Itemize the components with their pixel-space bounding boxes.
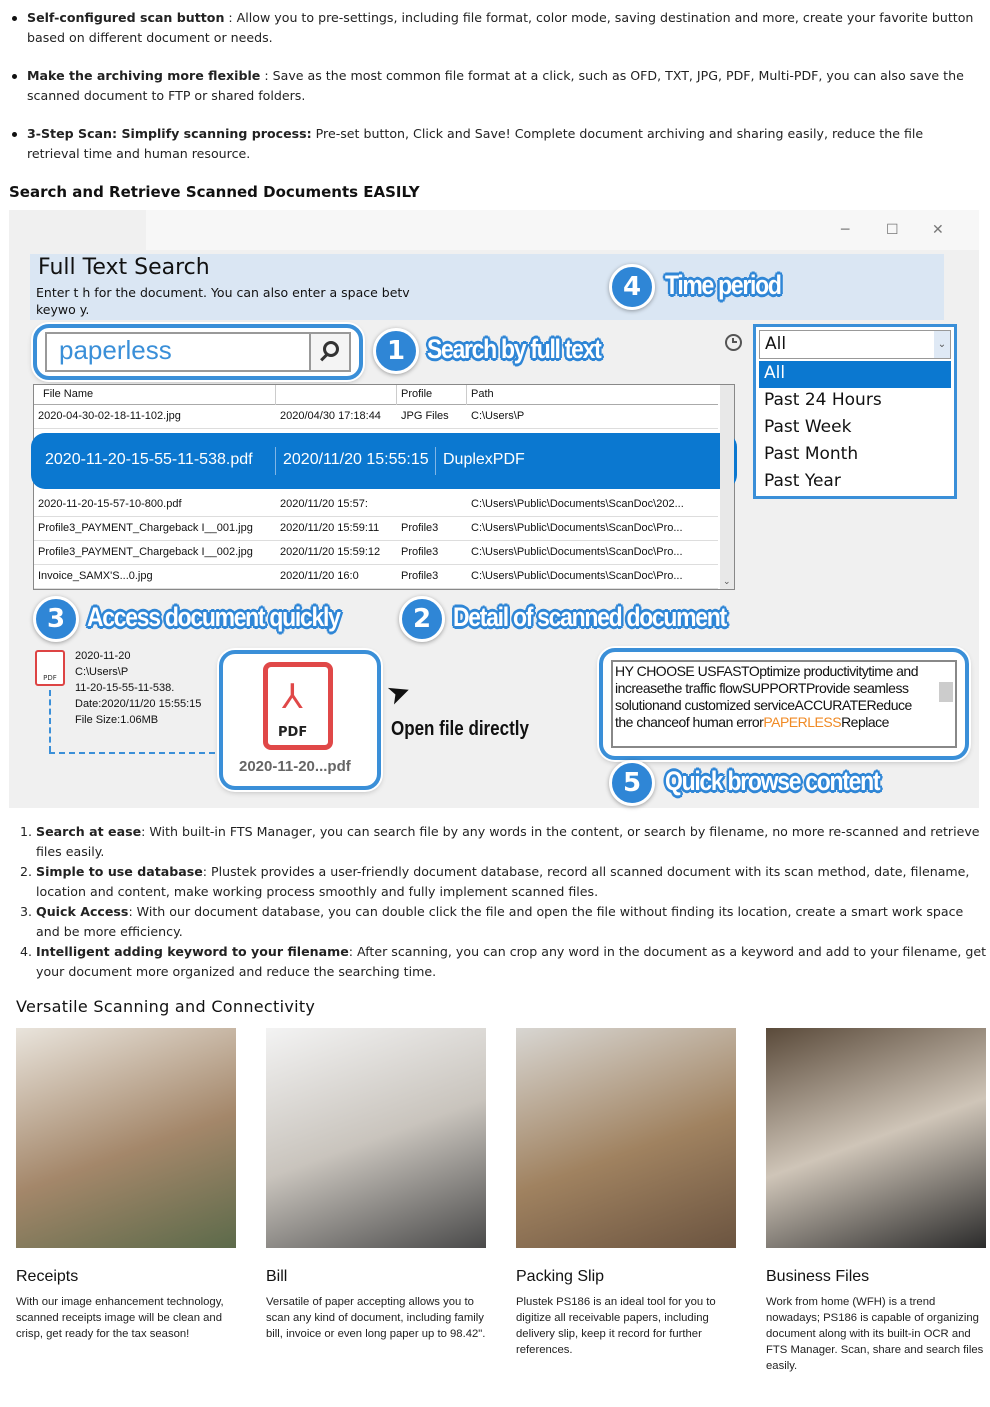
feature-title: Simple to use database <box>36 864 203 879</box>
cell: 2020/11/20 16:0 <box>280 570 359 582</box>
divider <box>466 385 467 405</box>
connector <box>49 690 51 752</box>
callout-label: Search by full text <box>427 334 601 364</box>
detail-size: File Size:1.06MB <box>75 714 159 726</box>
window-titlebar <box>146 210 979 250</box>
pdf-file-icon[interactable] <box>35 650 65 686</box>
highlighted-keyword: PAPERLESS <box>763 714 842 730</box>
scroll-thumb[interactable] <box>939 682 953 702</box>
cell: Profile3_PAYMENT_Chargeback I__001.jpg <box>38 522 253 534</box>
detail-filename: 11-20-15-55-11-538. <box>75 682 175 694</box>
cell: Invoice_SAMX'S...0.jpg <box>38 570 153 582</box>
business-files-image <box>766 1028 986 1248</box>
bullet-title: Self-configured scan button <box>27 10 225 25</box>
card-business-files <box>766 1028 988 1374</box>
detail-name: 2020-11-20 <box>75 650 131 662</box>
chevron-down-icon: ⌄ <box>934 331 950 358</box>
table-header <box>34 385 718 405</box>
cell: 2020/11/20 15:59:11 <box>280 522 380 534</box>
column-header: File Name <box>43 388 94 400</box>
pdf-badge: PDF <box>43 674 57 682</box>
section-heading: Search and Retrieve Scanned Documents EASILY <box>9 183 420 201</box>
bullet <box>10 8 975 48</box>
app-description <box>36 284 596 318</box>
cell: JPG Files <box>401 410 449 422</box>
step-number: 2 <box>399 596 445 642</box>
feature-list <box>36 822 986 982</box>
selected-value: All <box>765 334 787 354</box>
cell: 2020/04/30 17:18:44 <box>280 410 381 422</box>
content-text: HY CHOOSE USFASTOptimize productivitytime and increasethe traffic flowSUPPORTProvide seamless solutionand customized serviceACCURATEReduce the chanceof human error <box>615 663 918 730</box>
cell: Profile3 <box>401 522 439 534</box>
cell: C:\Users\P <box>471 410 525 422</box>
file-name: 2020-11-20...pdf <box>239 758 351 775</box>
callout-label: Time period <box>665 270 781 300</box>
option-all[interactable]: All <box>759 361 951 388</box>
connector <box>49 752 215 754</box>
feature-text: : With built-in FTS Manager, you can search file by any words in the content, or search by filename, no more re-scanned and retrieve files easily. <box>36 824 980 859</box>
receipts-image <box>16 1028 236 1248</box>
search-box[interactable] <box>45 332 351 372</box>
cell: C:\Users\Public\Documents\ScanDoc\Pro... <box>471 522 683 534</box>
card-bill <box>266 1028 488 1342</box>
divider <box>435 447 436 475</box>
selected-row[interactable] <box>31 433 737 489</box>
card-title: Bill <box>266 1268 288 1285</box>
content-preview-callout <box>599 648 969 760</box>
time-period-select[interactable] <box>759 330 951 359</box>
card-description: Work from home (WFH) is a trend nowadays; PS186 is capable of organizing document along with its built-in OCR and FTS Manager. Scan, share and search files easily. <box>766 1296 984 1372</box>
acrobat-glyph: ⅄ <box>282 677 303 717</box>
search-input[interactable]: paperless <box>59 335 172 365</box>
feature-bullets <box>10 8 975 182</box>
card-description: With our image enhancement technology, scanned receipts image will be clean and crisp, get ready for the tax season! <box>16 1296 224 1340</box>
search-icon-handle <box>320 354 328 362</box>
desc-line: keywo y. <box>36 302 90 317</box>
list-item <box>36 862 986 902</box>
divider <box>275 385 276 405</box>
bullet-title: 3-Step Scan: Simplify scanning process: <box>27 126 312 141</box>
feature-title: Quick Access <box>36 904 129 919</box>
search-button[interactable] <box>309 334 349 370</box>
card-description: Versatile of paper accepting allows you to scan any kind of document, including family bill, invoice or even long paper up to 98.42". <box>266 1296 486 1340</box>
column-header: Profile <box>401 388 433 400</box>
option-past-month[interactable]: Past Month <box>764 444 859 464</box>
cell: 2020-11-20-15-57-10-800.pdf <box>38 498 182 510</box>
callout-label: Quick browse content <box>665 766 880 796</box>
detail-path: C:\Users\P <box>75 666 129 678</box>
cell: Profile3_PAYMENT_Chargeback I__002.jpg <box>38 546 253 558</box>
cell: DuplexPDF <box>443 451 525 468</box>
step-number: 1 <box>373 328 419 374</box>
app-title: Full Text Search <box>38 255 210 280</box>
list-item <box>36 942 986 982</box>
table-row[interactable] <box>34 493 718 517</box>
cell: C:\Users\Public\Documents\ScanDoc\202... <box>471 498 684 510</box>
feature-text: : After scanning, you can crop any word in the document as a keyword and add to your filename, get your document more organized and reduce the searching time. <box>36 944 987 979</box>
cursor-icon: ➤ <box>382 672 416 713</box>
fts-screenshot <box>9 210 979 808</box>
list-item <box>36 822 986 862</box>
feature-title: Intelligent adding keyword to your filename <box>36 944 349 959</box>
bullet <box>10 66 975 106</box>
results-table <box>33 384 735 590</box>
table-row[interactable] <box>34 405 718 429</box>
cell: 2020/11/20 15:57: <box>280 498 368 510</box>
table-scrollbar[interactable] <box>720 385 734 589</box>
cell: Profile3 <box>401 570 439 582</box>
preview-scrollbar[interactable] <box>937 662 955 746</box>
step-number: 3 <box>33 596 79 642</box>
cell: Profile3 <box>401 546 439 558</box>
detail-date: Date:2020/11/20 15:55:15 <box>75 698 202 710</box>
cell: C:\Users\Public\Documents\ScanDoc\Pro... <box>471 570 683 582</box>
feature-title: Search at ease <box>36 824 142 839</box>
callout-label: Access document quickly <box>87 602 340 632</box>
list-item <box>36 902 986 942</box>
bullet <box>10 124 975 164</box>
table-row[interactable] <box>34 565 718 589</box>
content-preview[interactable] <box>611 660 957 748</box>
callout-label: Detail of scanned document <box>453 602 726 632</box>
section-heading: Versatile Scanning and Connectivity <box>16 997 316 1016</box>
desc-line: Enter t h for the document. You can also enter a space betv <box>36 285 410 300</box>
open-file-callout[interactable] <box>219 650 381 790</box>
content-text: Replace <box>841 714 889 730</box>
divider <box>396 385 397 405</box>
card-title: Receipts <box>16 1268 79 1285</box>
card-description: Plustek PS186 is an ideal tool for you to digitize all receivable papers, including delivery slip, keep it record for further references. <box>516 1296 716 1356</box>
cell: 2020-11-20-15-55-11-538.pdf <box>45 451 253 468</box>
divider <box>275 447 276 475</box>
chevron-down-icon: ⌄ <box>723 577 731 587</box>
bill-image <box>266 1028 486 1248</box>
minimize-icon[interactable]: ─ <box>841 222 850 238</box>
bullet-title: Make the archiving more flexible <box>27 68 261 83</box>
pdf-icon <box>263 662 333 750</box>
pdf-label: PDF <box>278 725 308 740</box>
cell: C:\Users\Public\Documents\ScanDoc\Pro... <box>471 546 683 558</box>
column-header: Path <box>471 388 494 400</box>
option-past-year[interactable]: Past Year <box>764 471 841 491</box>
card-receipts <box>16 1028 238 1342</box>
bullet-text: Pre-set button, Click and Save! Complete document archiving and sharing easily, reduce the file retrieval time and human resource. <box>27 126 924 161</box>
open-file-label: Open file directly <box>391 718 529 740</box>
packing-slip-image <box>516 1028 736 1248</box>
cell: 2020/11/20 15:55:15 <box>283 451 429 468</box>
close-icon[interactable]: ✕ <box>932 222 944 238</box>
step-number: 4 <box>609 264 655 310</box>
time-period-dropdown[interactable] <box>753 324 957 499</box>
bullet-text: : Allow you to pre-settings, including file format, color mode, saving destination and more, create your favorite button based on different document or needs. <box>27 10 974 45</box>
card-packing-slip <box>516 1028 738 1358</box>
step-number: 5 <box>609 760 655 806</box>
table-row[interactable] <box>34 517 718 541</box>
cell: 2020-04-30-02-18-11-102.jpg <box>38 410 181 422</box>
option-past-week[interactable]: Past Week <box>764 417 852 437</box>
card-title: Business Files <box>766 1268 870 1285</box>
feature-text: : With our document database, you can double click the file and open the file without finding its location, create a smart work space and be more efficiency. <box>36 904 964 939</box>
clock-icon <box>725 334 742 351</box>
search-callout <box>33 324 363 380</box>
feature-text: : Plustek provides a user-friendly document database, record all scanned document with its scan method, date, filename, location and content, make working process smoothly and fully implement scanned files. <box>36 864 970 899</box>
bullet-text: : Save as the most common file format at a click, such as OFD, TXT, JPG, PDF, Multi-PDF, you can also save the scanned document to FTP or shared folders. <box>27 68 964 103</box>
cell: 2020/11/20 15:59:12 <box>280 546 381 558</box>
maximize-icon[interactable]: ☐ <box>886 222 899 238</box>
option-past-24-hours[interactable]: Past 24 Hours <box>764 390 882 410</box>
table-row[interactable] <box>34 541 718 565</box>
card-title: Packing Slip <box>516 1268 605 1285</box>
